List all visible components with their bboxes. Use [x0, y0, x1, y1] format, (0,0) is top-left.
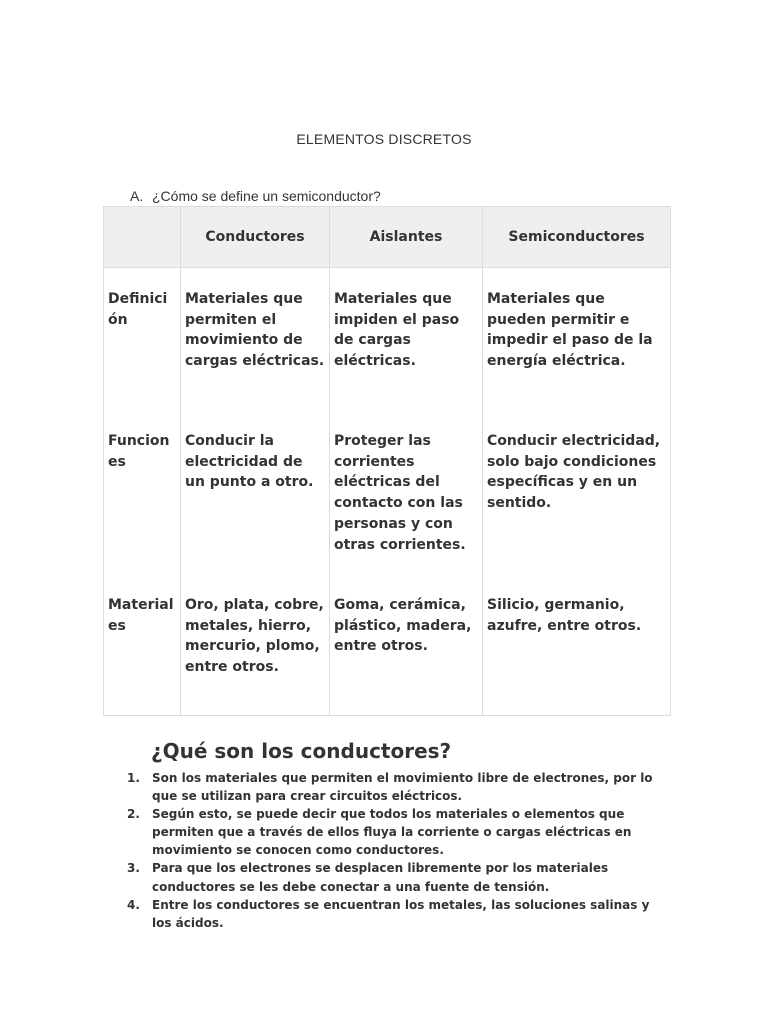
document-title: ELEMENTOS DISCRETOS [296, 131, 472, 147]
row-label: Funciones [104, 410, 181, 574]
list-item [127, 859, 667, 895]
cell-semiconductores: Conducir electricidad, solo bajo condiciones específicas y en un sentido. [483, 410, 671, 574]
cell-aislantes: Materiales que impiden el paso de cargas eléctricas. [330, 268, 483, 411]
list-number: 1. [127, 771, 140, 785]
table-row-materiales [104, 574, 671, 716]
cell-conductores: Oro, plata, cobre, metales, hierro, mercurio, plomo, entre otros. [181, 574, 330, 716]
cell-conductores: Conducir la electricidad de un punto a otro. [181, 410, 330, 574]
header-empty-cell [104, 207, 181, 268]
list-number: 2. [127, 807, 140, 822]
cell-aislantes: Proteger las corrientes eléctricas del contacto con las personas y con otras corrientes. [330, 410, 483, 574]
section-heading: ¿Qué son los conductores? [151, 739, 452, 763]
question-text: ¿Cómo se define un semiconductor? [152, 188, 381, 204]
list-number: 3. [127, 861, 140, 876]
cell-semiconductores: Materiales que pueden permitir e impedir el paso de la energía eléctrica. [483, 268, 671, 411]
table-header-row [104, 207, 671, 268]
list-item-text: Para que los electrones se desplacen libremente por los materiales conductores se les debe conectar a una fuente de tensión. [152, 861, 609, 894]
list-item [127, 805, 667, 859]
header-aislantes: Aislantes [330, 207, 483, 268]
comparison-table [103, 206, 671, 716]
list-item [127, 896, 667, 932]
list-item-text: Son los materiales que permiten el movimiento libre de electrones, por lo que se utilizan para crear circuitos eléctricos. [152, 771, 653, 804]
table-row-definicion [104, 268, 671, 411]
list-item [127, 769, 667, 805]
list-marker: A. [130, 188, 144, 204]
row-label: Definición [104, 268, 181, 411]
list-number: 4. [127, 897, 140, 912]
cell-conductores: Materiales que permiten el movimiento de cargas eléctricas. [181, 268, 330, 411]
list-item-text: Según esto, se puede decir que todos los materiales o elementos que permiten que a través de ellos fluya la corriente o cargas eléctricas en movimiento se conocen como conductores. [152, 807, 632, 858]
numbered-list [127, 769, 667, 932]
header-conductores: Conductores [181, 207, 330, 268]
question-item [130, 188, 381, 204]
table-row-funciones [104, 410, 671, 574]
header-semiconductores: Semiconductores [483, 207, 671, 268]
cell-aislantes: Goma, cerámica, plástico, madera, entre otros. [330, 574, 483, 716]
cell-semiconductores: Silicio, germanio, azufre, entre otros. [483, 574, 671, 716]
list-item-text: Entre los conductores se encuentran los metales, las soluciones salinas y los ácidos. [152, 897, 650, 930]
row-label: Materiales [104, 574, 181, 716]
